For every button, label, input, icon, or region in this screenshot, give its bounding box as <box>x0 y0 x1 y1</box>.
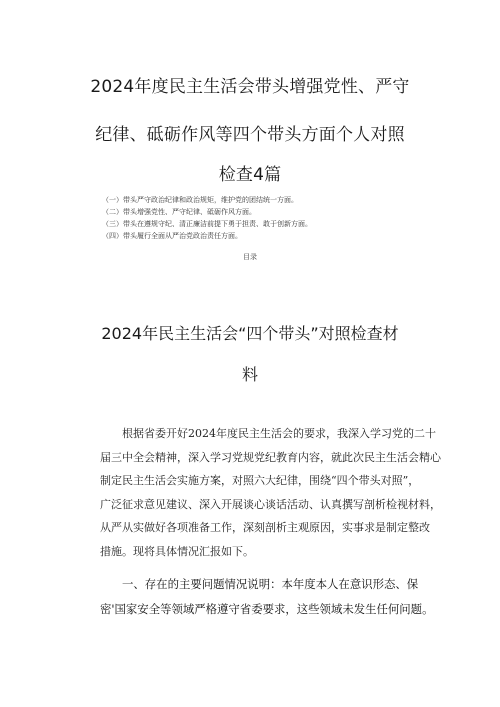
toc-item[interactable]: （四）带头履行全面从严治党政治责任方面。 <box>102 232 242 240</box>
section-1-line: 一、存在的主要问题情况说明：本年度本人在意识形态、保 <box>122 577 419 591</box>
doc-title-line-3: 检查4篇 <box>218 165 282 185</box>
toc-label: 目录 <box>243 253 257 261</box>
body-line: 根据省委开好2024年度民主生活会的要求，我深入学习党的二十 <box>122 427 436 440</box>
section-title-line-1: 2024年民主生活会“四个带头”对照检查材 <box>101 324 399 343</box>
body-line: 措施。现将具体情况汇报如下。 <box>100 544 254 558</box>
section-1-paragraph <box>100 572 434 622</box>
toc-item[interactable]: （一）带头严守政治纪律和政治规矩，维护党的团结统一方面。 <box>102 196 298 204</box>
body-line: 广泛征求意见建议、深入开展谈心谈话活动、认真撰写剖析检视材料， <box>100 497 441 511</box>
doc-title-line-1: 2024年度民主生活会带头增强党性、严守 <box>90 77 410 97</box>
section-1-line: 密'国家安全等领域严格遵守省委要求，这些领域未发生任何问题。 <box>100 602 434 616</box>
body-line: 从严从实做好各项准备工作，深刻剖析主观原因，实事求是制定整改 <box>100 521 430 534</box>
body-line: 制定民主生活会实施方案，对照六大纪律，围绕“四个带头对照”， <box>100 474 420 487</box>
doc-title-line-2: 纪律、砥砺作风等四个带头方面个人对照 <box>95 125 405 145</box>
table-of-contents <box>102 194 402 242</box>
toc-item[interactable]: （三）带头在遵规守纪、清正廉洁前提下勇于担责、敢于创新方面。 <box>102 220 312 228</box>
toc-item[interactable]: （二）带头增强党性、严守纪律、砥砺作风方面。 <box>102 208 256 216</box>
section-title-line-2: 料 <box>241 365 258 384</box>
body-line: 届三中全会精神，深入学习党规党纪教育内容，就此次民主生活会精心 <box>100 450 441 464</box>
body-paragraph <box>100 422 441 563</box>
